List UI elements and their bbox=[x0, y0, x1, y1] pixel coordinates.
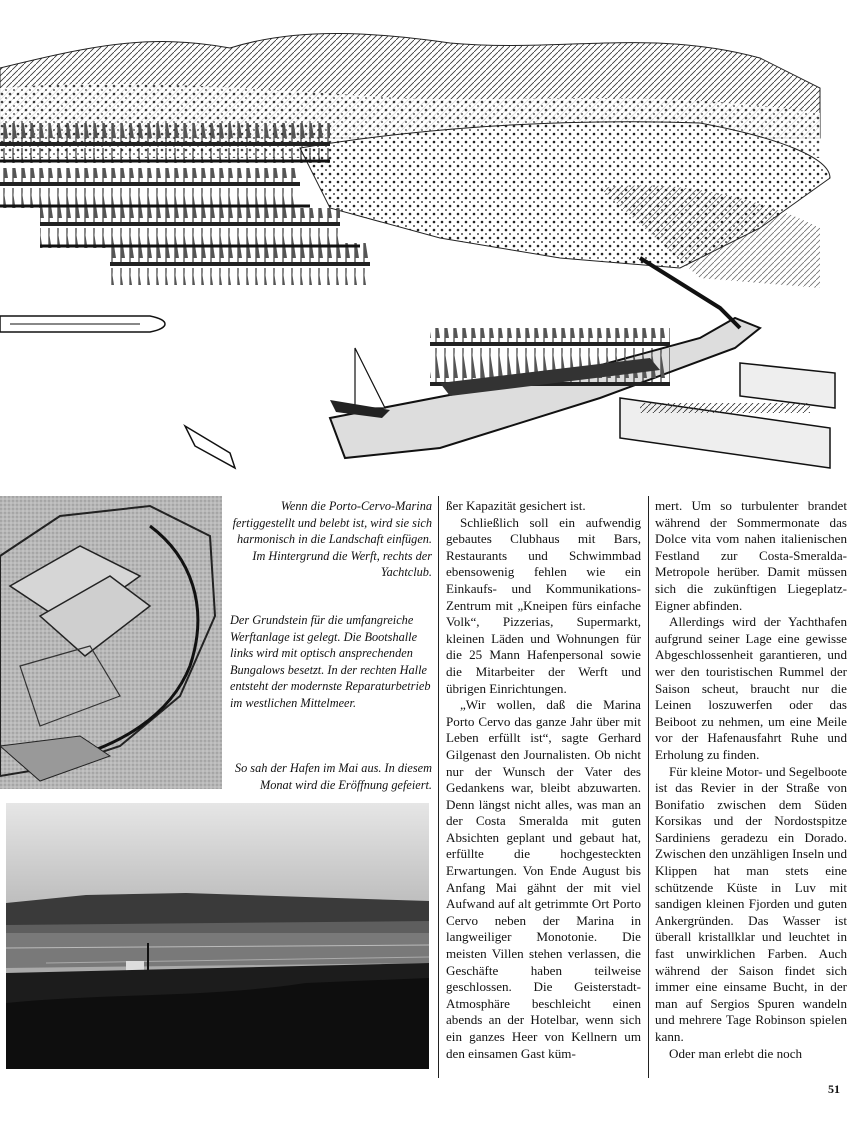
marina-illustration bbox=[0, 28, 864, 488]
harbor-photo bbox=[6, 803, 429, 1069]
shipyard-sketch bbox=[0, 496, 222, 789]
article-paragraph: Schließlich soll ein aufwendig gebautes Clubhaus mit Bars, Restaurants und Schwimmbad ebensowenig fehlen wie ein Einkaufs- und Kommunikations-Zentrum mit „Kneipen fürs einfache Volk“, Pizzerias, Supermarkt, kleinen Läden und Wohnungen für die 25 Mann Hafenpersonal sowie die Mitarbeiter der Werft und übrigen Einrichtungen. bbox=[446, 514, 641, 696]
marina-caption bbox=[232, 498, 432, 581]
article-paragraph: mert. Um so turbulenter brandet während der Sommermonate das Dolce vita vom nahen italienischen Festland zur Costa-Smeralda-Metropole herüber. Damit müssen sich die zukünftigen Liegeplatz-Eigner abfinden. bbox=[655, 498, 847, 613]
article-paragraph: „Wir wollen, daß die Marina Porto Cervo das ganze Jahr über mit Leben erfüllt ist“, sagte Gerhard Gilgenast den Journalisten. Ob nicht nur der Wunsch der Vater des Gedankens war, bleibt abzuwarten. Denn längst nicht alles, was man an der Costa Smeralda mit guten Absichten geplant und gebaut hat, erfüllte die hochgesteckten Erwartungen. Von Ende August bis Anfang Mai gähnt der mit viel Aufwand auf alt getrimmte Ort Porto Cervo neben der Marina in langweiliger Monotonie. Die meisten Villen stehen verlassen, die Geschäfte haben teilweise geschlossen. Die Geisterstadt-Atmosphäre beschleicht einen abends an der Hotelbar, wenn sich ein ganzes Heer von Kellnern um den einsamen Gast küm- bbox=[446, 697, 641, 1061]
shipyard-caption bbox=[230, 612, 432, 712]
shipyard-caption-text: Der Grundstein für die umfangreiche Werftanlage ist gelegt. Die Bootshalle links wird mit optisch ansprechenden Bungalows besetzt. In der rechten Halle entsteht der modernste Reparaturbetrieb im westlichen Mittelmeer. bbox=[230, 613, 431, 710]
article-paragraph: Für kleine Motor- und Segelboote ist das Revier in der Straße von Bonifatio zwischen dem Süden Korsikas und der Nordostspitze Sardiniens geradezu ein Dorado. Zwischen den unzähligen Inseln und Klippen hat man stets eine schützende Küste in Luv mit sandigen kleinen Fjorden und guten Ankergründen. Das Wasser ist überall kristallklar und leuchtet in fast unwirklichen Farben. Auch während der Saison findet sich immer eine einsame Bucht, in der man auf Sergios Spuren wandeln und mehrere Tage Robinson spielen kann. bbox=[655, 763, 847, 1044]
harbor-caption-text: So sah der Hafen im Mai aus. In diesem Monat wird die Eröffnung gefeiert. bbox=[234, 761, 432, 792]
column-rule-left bbox=[438, 496, 439, 1078]
article-paragraph: Allerdings wird der Yachthafen aufgrund seiner Lage eine gewisse Abgeschlossenheit garantieren, und wer den touristischen Rummel der Saison scheut, braucht nur die Leinen loszuwerfen oder das Beiboot zu nehmen, um eine Meile vor der Hafenausfahrt Ruhe und Erholung zu finden. bbox=[655, 614, 847, 762]
marina-caption-text: Wenn die Porto-Cervo-Marina fertiggestellt und belebt ist, wird sie sich harmonisch in die Landschaft einfügen. Im Hintergrund die Werft, rechts der Yachtclub. bbox=[232, 499, 432, 580]
harbor-caption bbox=[232, 760, 432, 793]
page-number: 51 bbox=[828, 1082, 840, 1096]
article-column-2 bbox=[655, 498, 847, 1062]
column-rule-right bbox=[648, 496, 649, 1078]
article-column-1 bbox=[446, 498, 641, 1062]
article-paragraph: Oder man erlebt die noch bbox=[669, 1045, 803, 1061]
article-paragraph: ßer Kapazität gesichert ist. bbox=[446, 498, 586, 513]
